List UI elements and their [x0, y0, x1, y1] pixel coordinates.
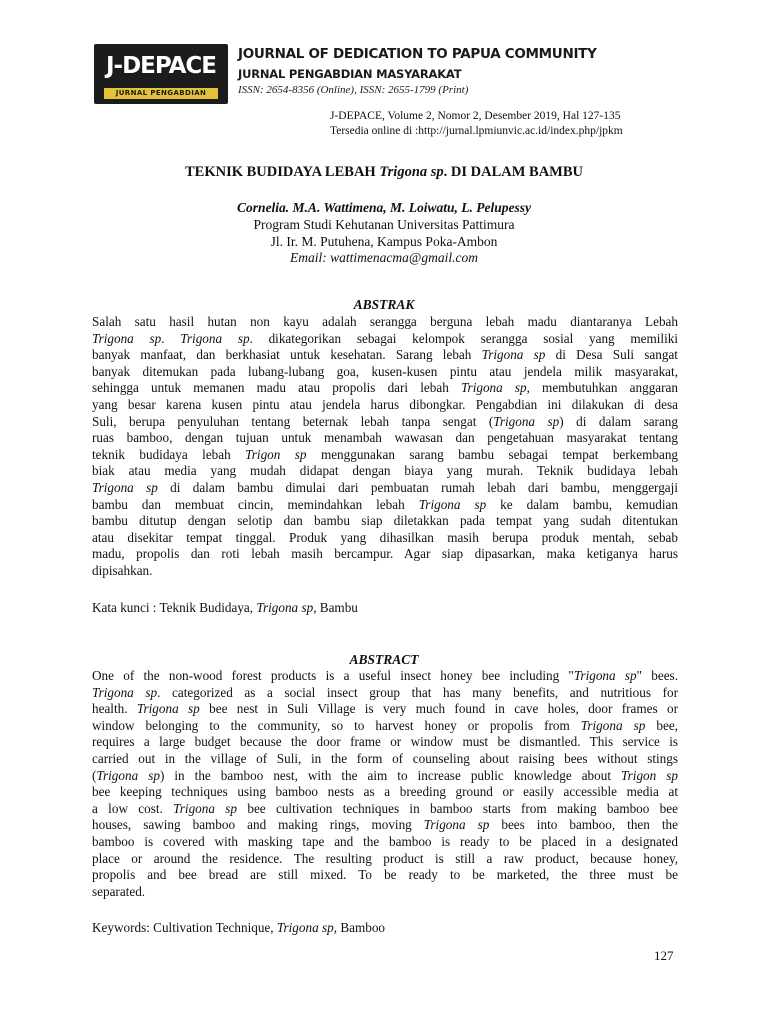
paragraph-line: dipisahkan. [92, 562, 153, 578]
species-name: Trigona sp [92, 479, 158, 495]
species-name: Trigona sp [418, 496, 487, 512]
keywords: Keywords: Cultivation Technique, Trigona sp, Bamboo [92, 920, 386, 935]
journal-subtitle: JURNAL PENGABDIAN MASYARAKAT [238, 67, 462, 81]
paragraph-line: bee keeping techniques using bamboo nests as a breeding ground or easily accessible media at [92, 784, 678, 800]
paragraph-line: Trigona sp. Trigona sp. dikategorikan sebagai kelompok serangga sosial yang memiliki [92, 330, 678, 346]
paragraph-line: bambu ditutup dengan selotip dan bambu siap diletakkan pada tempat yang sudah ditentukan [92, 513, 678, 529]
paragraph-line: houses, sawing bamboo and making rings, moving Trigona sp bees into bamboo, then the [92, 817, 679, 833]
page-number: 127 [654, 948, 674, 963]
abstrak-body [92, 314, 678, 580]
species-name: Trigona sp [573, 668, 637, 683]
abstrak-heading: ABSTRAK [353, 297, 415, 312]
species-name: Trigona sp [481, 347, 546, 363]
email: Email: wattimenacma@gmail.com [290, 250, 478, 265]
species-name: Trigona sp [256, 600, 314, 615]
paragraph-line: ruas bamboo, dengan tujuan untuk menambah wawasan dan pengetahuan masyarakat tentang [92, 430, 678, 446]
paragraph-line: (Trigona sp) in the bamboo nest, with the aim to increase public knowledge about Trigon sp [92, 767, 678, 783]
species-name: Trigona sp [423, 817, 490, 833]
volume-line: J-DEPACE, Volume 2, Nomor 2, Desember 2019, Hal 127-135 [330, 110, 621, 122]
issn-line: ISSN: 2654-8356 (Online), ISSN: 2655-1799 (Print) [238, 84, 469, 96]
authors: Cornelia. M.A. Wattimena, M. Loiwatu, L. Pelupessy [237, 200, 531, 215]
species-name: Trigona sp [276, 920, 334, 935]
article-title: TEKNIK BUDIDAYA LEBAH Trigona sp. DI DALAM BAMBU [184, 164, 584, 180]
kata-kunci: Kata kunci : Teknik Budidaya, Trigona sp, Bambu [92, 600, 358, 615]
paragraph-line: madu, propolis dan roti lebah masih bercampur. Agar siap dipasarkan, maka ketiganya harus [92, 546, 678, 562]
paragraph-line: propolis and bee bread are still mixed. To be ready to be marketed, the three must be [92, 867, 678, 883]
logo-strip: JURNAL PENGABDIAN [104, 88, 218, 99]
paragraph-line: One of the non-wood forest products is a useful insect honey bee including "Trigona sp" bees. [92, 668, 678, 683]
paragraph-line: banyak manfaat, dan berkhasiat untuk kesehatan. Sarang lebah Trigona sp di Desa Suli sangat [92, 347, 678, 363]
species-name: Trigona sp [180, 330, 250, 346]
species-name: Trigon sp [245, 446, 307, 462]
affiliation: Program Studi Kehutanan Universitas Pattimura [253, 217, 515, 232]
species-name: Trigona sp [92, 330, 162, 346]
species-name: Trigona sp [493, 413, 560, 429]
journal-title: JOURNAL OF DEDICATION TO PAPUA COMMUNITY [238, 46, 597, 62]
paragraph-line: bamboo is covered with masking tape and the bamboo is ready to be placed in a designated [92, 833, 678, 849]
paragraph-line: a low cost. Trigona sp bee cultivation techniques in bamboo starts from making bamboo bee [92, 800, 678, 816]
abstract-heading: ABSTRACT [349, 652, 419, 667]
paragraph-line: yang besar karena kusen pintu atau jendela harus dibongkar. Pengabdian ini dilakukan di desa [92, 396, 678, 412]
paragraph-line: sehingga untuk memanen madu atau propolis dari lebah Trigona sp, membutuhkan anggaran [92, 380, 678, 396]
species-name: Trigona sp [460, 380, 527, 396]
abstract-body [92, 668, 678, 900]
paragraph-line: place or around the residence. The resulting product is still a raw product, because honey, [92, 850, 678, 866]
paragraph-line: separated. [92, 883, 146, 899]
species-name: Trigona sp [136, 701, 200, 717]
species-name: Trigona sp [92, 684, 158, 700]
paragraph-line: requires a large budget because the door frame or window must be dismantled. This service is [92, 734, 678, 750]
paragraph-line: Suli, berupa penyuluhan tentang beternak lebah tanpa sengat (Trigona sp) di dalam sarang [92, 413, 678, 429]
journal-logo [94, 44, 228, 104]
species-name: Trigona sp [379, 164, 444, 180]
species-name: Trigon sp [621, 767, 678, 783]
paragraph-line: carried out in the village of Suli, in the form of counseling about raising bees without stings [92, 750, 678, 766]
paragraph-line: window belonging to the community, so to harvest honey or propolis from Trigona sp bee, [92, 717, 678, 733]
paragraph-line: Salah satu hasil hutan non kayu adalah serangga berguna lebah madu diantaranya Lebah [92, 314, 678, 329]
paragraph-line: banyak ditemukan pada lubang-lubang goa, kusen-kusen pintu atau jendela milik masyarakat, [92, 363, 678, 379]
paragraph-line: health. Trigona sp bee nest in Suli Village is very much found in cave holes, door frames or [92, 701, 678, 717]
paragraph-line: Trigona sp. categorized as a social insect group that has many benefits, and nutritious for [92, 684, 678, 700]
species-name: Trigona sp [173, 800, 238, 816]
paragraph-line: teknik budidaya lebah Trigon sp menggunakan sarang bambu sebagai tempat berkembang [92, 446, 679, 462]
paragraph-line: bambu dan membuat cincin, memindahkan lebah Trigona sp ke dalam bambu, kemudian [92, 496, 678, 512]
paragraph-line: atau disekitar tempat tinggal. Produk yang dihasilkan masih berupa produk mentah, sebab [92, 529, 678, 545]
species-name: Trigona sp [96, 767, 160, 783]
online-line: Tersedia online di :http://jurnal.lpmiunvic.ac.id/index.php/jpkm [330, 125, 623, 137]
logo-text: J-DEPACE [105, 53, 217, 79]
species-name: Trigona sp [580, 717, 646, 733]
paragraph-line: Trigona sp di dalam bambu dimulai dari pembuatan rumah lebah dari bambu, menggergaji [92, 479, 678, 495]
paragraph-line: biak atau media yang mudah didapat dengan biaya yang murah. Teknik budidaya lebah [92, 463, 678, 479]
address: Jl. Ir. M. Putuhena, Kampus Poka-Ambon [270, 234, 498, 249]
